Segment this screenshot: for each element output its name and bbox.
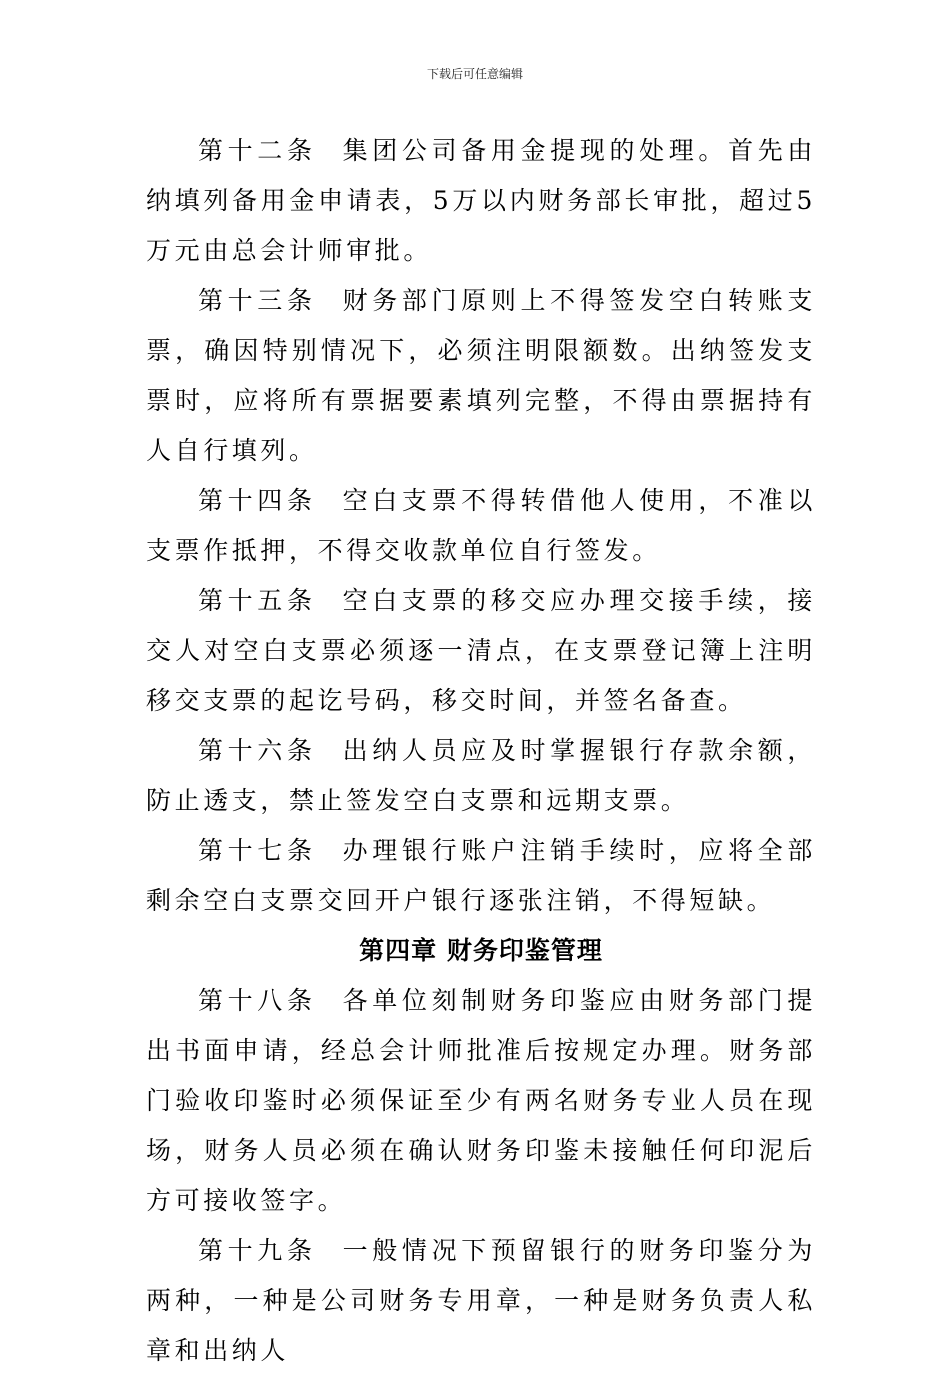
article-number: 第十六条 — [198, 736, 317, 765]
article-number: 第十七条 — [198, 836, 317, 865]
page-header-note: 下载后可任意编辑 — [426, 67, 523, 81]
article-19 — [146, 1226, 816, 1376]
article-14 — [146, 476, 816, 576]
article-16 — [146, 726, 816, 826]
chapter-title: 第四章 财务印鉴管理 — [359, 936, 603, 965]
article-text: 财务部门原则上不得签发空白转账支票，确因特别情况下，必须注明限额数。出纳签发支票时，应将所有票据要素填列完整，不得由票据持有人自行填列。 — [146, 286, 816, 465]
article-number: 第十二条 — [198, 136, 317, 165]
article-number: 第十九条 — [198, 1236, 317, 1265]
article-13 — [146, 276, 816, 476]
article-18 — [146, 976, 816, 1226]
article-number: 第十三条 — [198, 286, 317, 315]
article-17 — [146, 826, 816, 926]
document-body — [146, 126, 816, 1376]
article-12 — [146, 126, 816, 276]
article-number: 第十四条 — [198, 486, 317, 515]
article-text: 空白支票不得转借他人使用，不准以支票作抵押，不得交收款单位自行签发。 — [146, 486, 816, 565]
article-15 — [146, 576, 816, 726]
article-text: 办理银行账户注销手续时，应将全部剩余空白支票交回开户银行逐张注销，不得短缺。 — [146, 836, 816, 915]
article-text: 各单位刻制财务印鉴应由财务部门提出书面申请，经总会计师批准后按规定办理。财务部门验收印鉴时必须保证至少有两名财务专业人员在现场，财务人员必须在确认财务印鉴未接触任何印泥后方可接收签字。 — [146, 986, 816, 1215]
article-number: 第十八条 — [198, 986, 317, 1015]
article-text: 空白支票的移交应办理交接手续，接交人对空白支票必须逐一清点，在支票登记簿上注明移交支票的起讫号码，移交时间，并签名备查。 — [146, 586, 816, 715]
article-text: 出纳人员应及时掌握银行存款余额，防止透支，禁止签发空白支票和远期支票。 — [146, 736, 816, 815]
article-text: 集团公司备用金提现的处理。首先由纳填列备用金申请表，5万以内财务部长审批，超过5万元由总会计师审批。 — [146, 136, 816, 265]
article-text: 一般情况下预留银行的财务印鉴分为两种，一种是公司财务专用章，一种是财务负责人私章和出纳人 — [146, 1236, 816, 1365]
article-number: 第十五条 — [198, 586, 317, 615]
